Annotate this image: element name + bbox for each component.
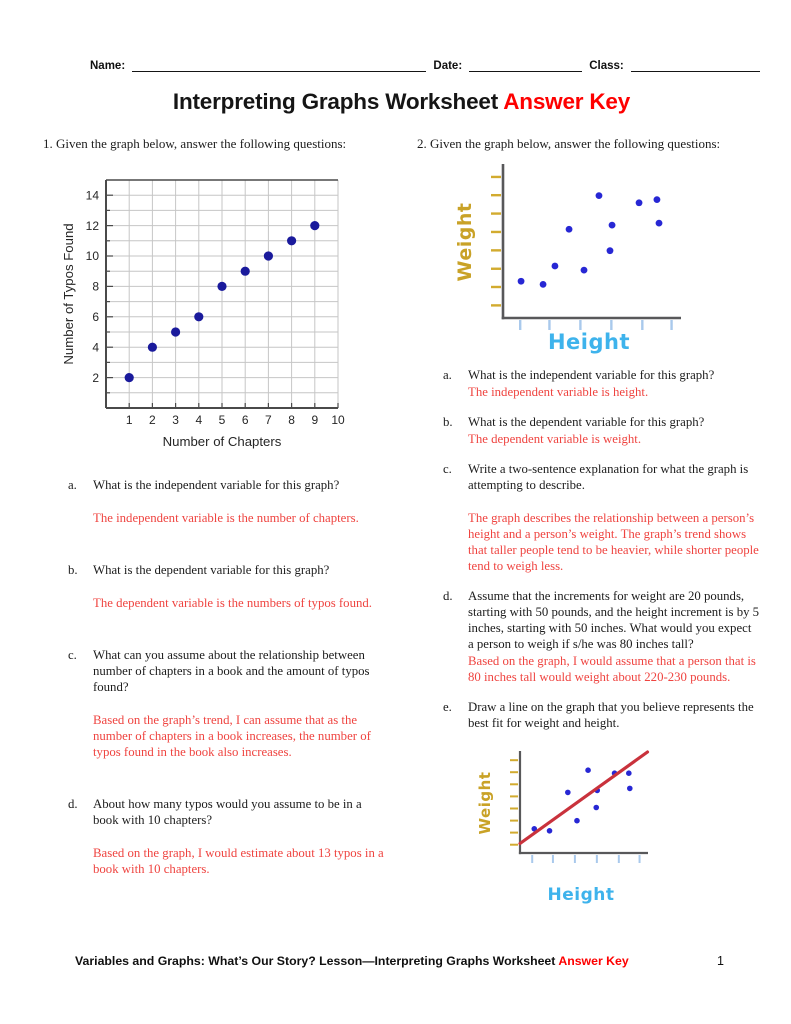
svg-text:10: 10 — [331, 413, 345, 427]
svg-text:12: 12 — [85, 218, 99, 233]
svg-text:2: 2 — [149, 413, 156, 427]
item-letter: e. — [443, 700, 452, 714]
name-label: Name: — [90, 60, 126, 72]
page-title — [43, 89, 760, 115]
answer-text: The graph describes the relationship between a person’s height and a person’s weight. The graph’s trend shows that taller people tend to be heavier, while shorter people tend to weigh less. — [468, 511, 759, 573]
item-letter: c. — [443, 462, 452, 476]
svg-text:2: 2 — [92, 370, 99, 385]
class-label: Class: — [589, 60, 624, 72]
svg-text:9: 9 — [311, 413, 319, 427]
gridlines — [106, 180, 338, 408]
answer-text: The independent variable is height. — [468, 385, 649, 399]
svg-text:5: 5 — [218, 413, 226, 427]
qa-item-q1-b — [68, 562, 417, 611]
weight-axis-ticks — [491, 177, 501, 305]
question-text: What is the independent variable for this graph? — [93, 478, 340, 492]
typos-chart-svg — [60, 162, 352, 452]
qa-item-q1-c — [68, 647, 417, 760]
question-text: About how many typos would you assume to be in a book with 10 chapters? — [93, 797, 362, 827]
item-letter: c. — [68, 648, 77, 662]
name-date-class-row — [90, 60, 760, 72]
question-text: What is the dependent variable for this graph? — [468, 415, 705, 429]
qa-item-q2-e — [443, 699, 760, 731]
qa-item-q1-a — [68, 477, 417, 526]
answer-text: Based on the graph’s trend, I can assume that as the number of chapters in a book increases, the number of typos found in the book also increases. — [93, 713, 371, 759]
tick-labels — [86, 188, 345, 427]
item-letter: d. — [68, 797, 78, 811]
item-letter: a. — [68, 478, 77, 492]
x-axis-label: Height — [547, 885, 615, 905]
title-highlight: Answer Key — [503, 89, 631, 114]
svg-text:8: 8 — [288, 413, 295, 427]
weight-axis-ticks — [510, 760, 518, 845]
qa-item-q2-c — [443, 461, 760, 574]
item-letter: b. — [68, 563, 78, 577]
svg-text:1: 1 — [125, 413, 133, 427]
question-text: Assume that the increments for weight are 20 pounds, starting with 50 pounds, and the height increment is by 5 inches, starting with 50 inches. What would you expect a person to weigh if s/he was 80 inches tall? — [468, 589, 760, 651]
axes — [502, 164, 681, 319]
q1-intro: 1. Given the graph below, answer the following questions: — [43, 136, 347, 151]
title-main: Interpreting Graphs Worksheet — [172, 89, 504, 114]
footer-text-main: Variables and Graphs: What’s Our Story? Lesson—Interpreting Graphs Worksheet — [75, 954, 559, 968]
y-axis-label: Number of Typos Found — [61, 223, 76, 365]
svg-text:6: 6 — [241, 413, 249, 427]
question-text: What is the independent variable for this graph? — [468, 368, 715, 382]
item-letter: d. — [443, 589, 453, 603]
qa-item-q2-a — [443, 367, 760, 400]
date-label: Date: — [433, 60, 463, 72]
worksheet-columns — [43, 136, 760, 913]
item-letter: a. — [443, 368, 452, 382]
height-weight-chart — [455, 160, 760, 359]
x-axis-label: Number of Chapters — [162, 434, 282, 449]
qa-item-q2-b — [443, 414, 760, 447]
height-axis-ticks — [532, 855, 639, 863]
name-blank-line — [132, 61, 426, 72]
footer-text — [75, 954, 629, 968]
svg-text:4: 4 — [195, 413, 203, 427]
question-text: What can you assume about the relationship between number of chapters in a book and the amount of typos found? — [93, 648, 370, 694]
y-axis-label: Weight — [455, 202, 476, 282]
height-weight-bestfit-chart — [470, 745, 760, 910]
svg-text:3: 3 — [172, 413, 179, 427]
answer-text: The dependent variable is the numbers of typos found. — [93, 596, 372, 610]
answer-text: The independent variable is the number of chapters. — [93, 511, 359, 525]
question-2-section — [417, 136, 760, 910]
question-1-section — [43, 136, 417, 913]
page-footer — [75, 954, 760, 968]
height-weight-graph-svg — [455, 160, 691, 354]
q2-intro: 2. Given the graph below, answer the following questions: — [417, 136, 721, 151]
flex-spacer — [43, 913, 760, 954]
x-axis-label: Height — [547, 330, 631, 354]
q2-items — [417, 367, 760, 731]
svg-text:14: 14 — [85, 188, 99, 203]
svg-text:10: 10 — [85, 249, 99, 264]
question-text: Draw a line on the graph that you believe represents the best fit for weight and height. — [468, 700, 754, 730]
qa-item-q2-d — [443, 588, 760, 685]
svg-text:7: 7 — [265, 413, 272, 427]
answer-text: Based on the graph, I would estimate about 13 typos in a book with 10 chapters. — [93, 846, 384, 876]
question-text: Write a two-sentence explanation for what the graph is attempting to describe. — [468, 462, 749, 492]
data-points — [518, 192, 663, 288]
question-text: What is the dependent variable for this graph? — [93, 563, 330, 577]
q1-items — [43, 477, 417, 877]
height-axis-ticks — [520, 320, 671, 330]
footer-highlight: Answer Key — [558, 954, 629, 968]
item-letter: b. — [443, 415, 453, 429]
answer-text: Based on the graph, I would assume that a person that is 80 inches tall would weight about 220-230 pounds. — [468, 654, 756, 684]
date-blank-line — [469, 61, 582, 72]
class-blank-line — [631, 61, 760, 72]
best-fit-line — [520, 752, 647, 844]
typos-chart — [60, 162, 417, 457]
page-number: 1 — [717, 954, 724, 968]
height-weight-bestfit-graph-svg — [470, 745, 680, 905]
answer-text: The dependent variable is weight. — [468, 432, 642, 446]
y-axis-label: Weight — [476, 771, 494, 835]
svg-text:4: 4 — [92, 340, 99, 355]
qa-item-q1-d — [68, 796, 417, 877]
svg-text:6: 6 — [92, 310, 99, 324]
svg-text:8: 8 — [92, 279, 99, 294]
